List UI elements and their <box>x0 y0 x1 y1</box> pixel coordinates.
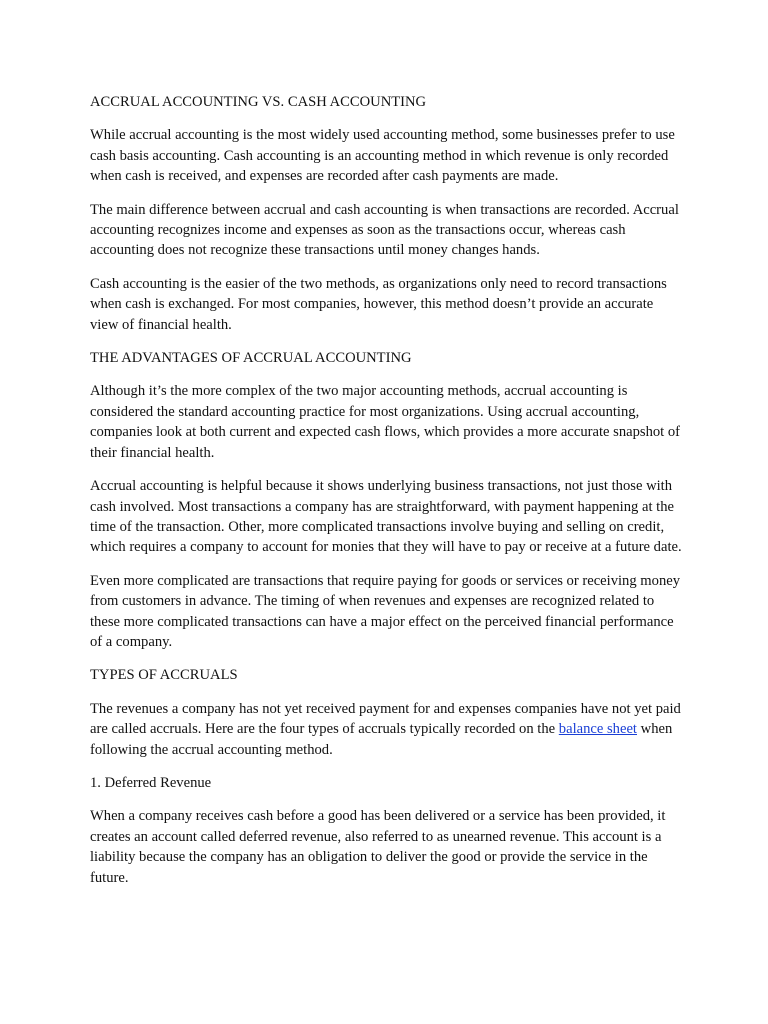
intro-text-after-link: when following the accrual accounting method. <box>90 721 673 758</box>
subheading-deferred-revenue: 1. Deferred Revenue <box>90 774 212 791</box>
document-body <box>90 92 682 901</box>
balance-sheet-link[interactable]: balance sheet <box>558 721 637 738</box>
intro-text-before-link: The revenues a company has not yet received payment for and expenses companies have not yet paid are called accruals. Here are the four types of accruals typically recorded on the <box>90 700 681 738</box>
paragraph: The main difference between accrual and cash accounting is when transactions are recorded. Accrual accounting recognizes income and expenses as soon as the transactions occur, whereas cash accounting does not recognize these transactions until money changes hands. <box>90 201 679 259</box>
section-heading-accrual-vs-cash: ACCRUAL ACCOUNTING VS. CASH ACCOUNTING <box>90 94 427 110</box>
paragraph-accruals-intro <box>90 699 682 760</box>
section-heading-types-of-accruals: TYPES OF ACCRUALS <box>90 667 238 684</box>
paragraph: When a company receives cash before a good has been delivered or a service has been provided, it creates an account called deferred revenue, also referred to as unearned revenue. This account is a liability because the company has an obligation to deliver the good or provide the service in the future. <box>90 808 666 886</box>
paragraph: Cash accounting is the easier of the two methods, as organizations only need to record transactions when cash is exchanged. For most companies, however, this method doesn’t provide an accurate view of financial health. <box>90 275 667 333</box>
paragraph: Accrual accounting is helpful because it shows underlying business transactions, not just those with cash involved. Most transactions a company has are straightforward, with payment happening at the time of the transaction. Other, more complicated transactions involve buying and selling on credit, which requires a company to account for monies that they will have to pay or receive at a future date. <box>90 478 682 556</box>
section-heading-advantages: THE ADVANTAGES OF ACCRUAL ACCOUNTING <box>90 350 412 367</box>
paragraph: Although it’s the more complex of the two major accounting methods, accrual accounting is considered the standard accounting practice for most organizations. Using accrual accounting, companies look at both current and expected cash flows, which provides a more accurate snapshot of their financial health. <box>90 383 681 461</box>
paragraph: While accrual accounting is the most widely used accounting method, some businesses prefer to use cash basis accounting. Cash accounting is an accounting method in which revenue is only recorded when cash is received, and expenses are recorded after cash payments are made. <box>90 127 675 185</box>
paragraph: Even more complicated are transactions that require paying for goods or services or receiving money from customers in advance. The timing of when revenues and expenses are recognized related to these more complicated transactions can have a major effect on the perceived financial performance of a company. <box>90 572 681 650</box>
